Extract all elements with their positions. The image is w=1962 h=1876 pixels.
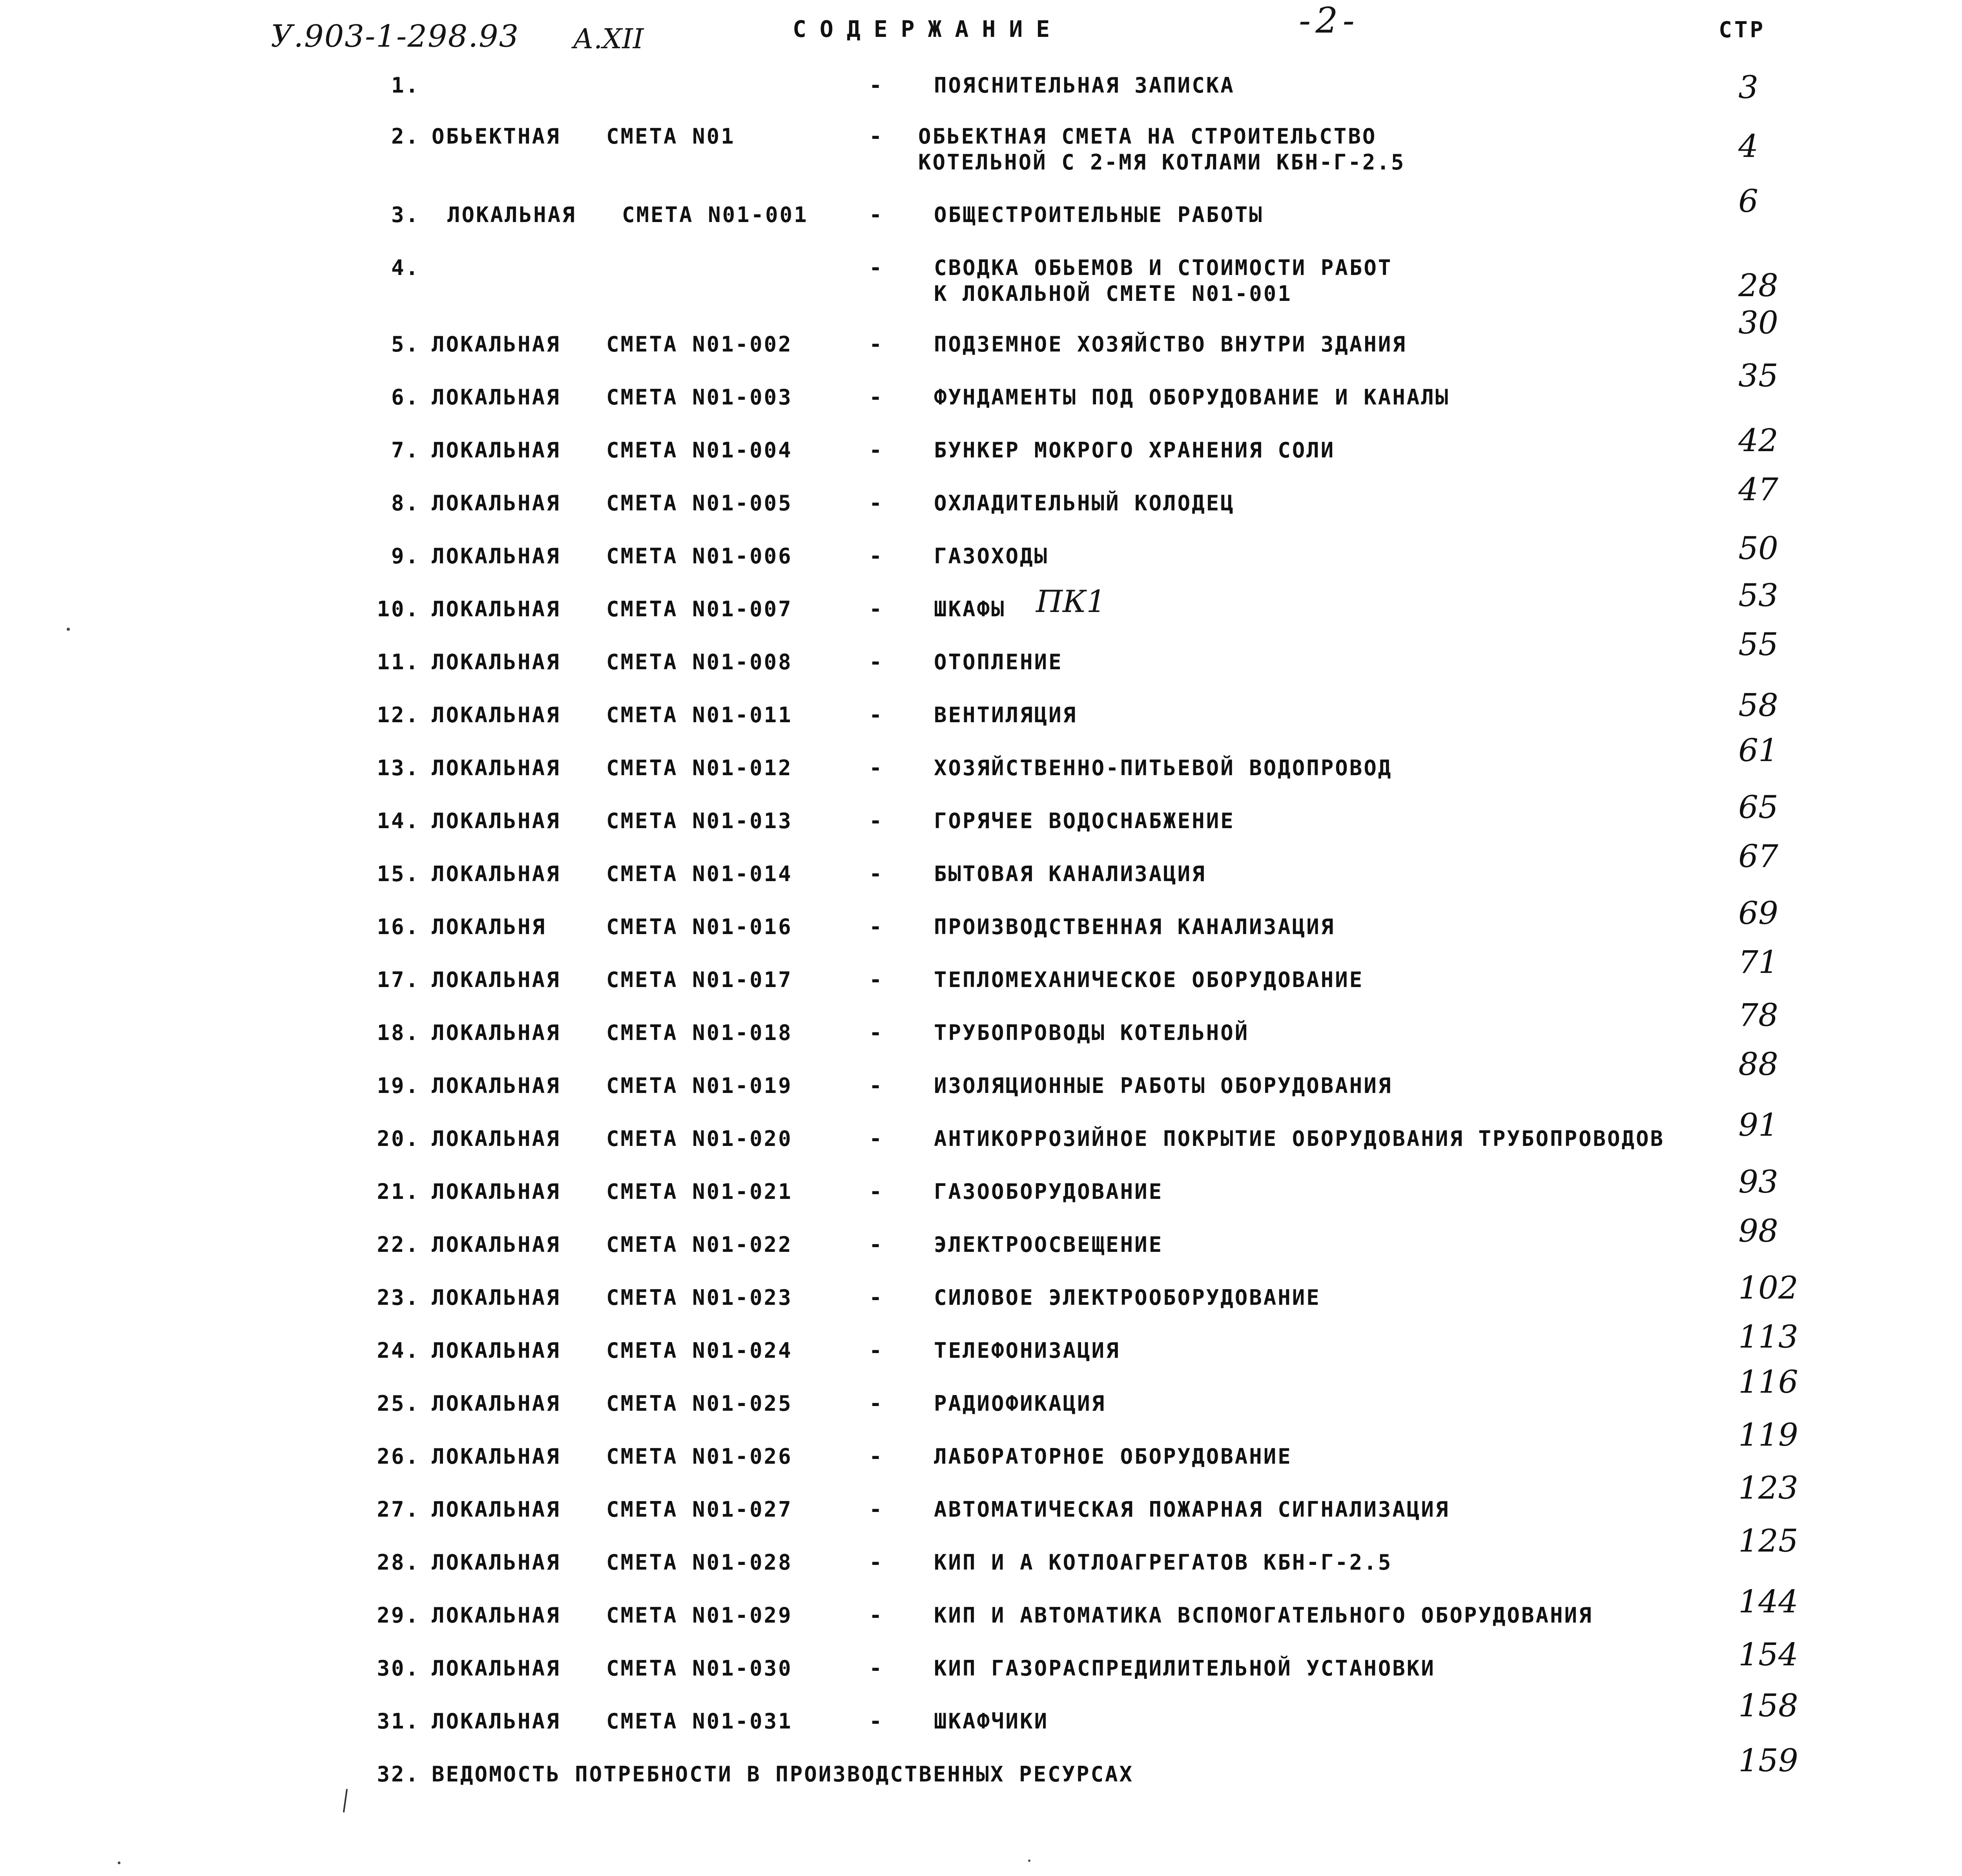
row-number: 14. [377,809,420,833]
page-ref: 159 [1738,1742,1798,1779]
row-number: 25. [377,1391,420,1416]
separator-dash: - [869,1656,884,1681]
table-row [0,1636,1962,1703]
estimate-type: ЛОКАЛЬНАЯ [432,332,561,357]
row-description: ГАЗООБОРУДОВАНИЕ [934,1179,1163,1204]
page-ref: 3 [1738,69,1758,106]
separator-dash: - [869,1126,884,1151]
row-number: 6. [391,385,420,410]
page-ref: 55 [1738,626,1778,663]
row-description: ПОЯСНИТЕЛЬНАЯ ЗАПИСКА [934,73,1235,98]
page-ref: 98 [1738,1213,1778,1249]
row-number: 1. [391,73,420,98]
row-number: 5. [391,332,420,357]
estimate-type: ЛОКАЛЬНАЯ [432,1232,561,1257]
row-number: 26. [377,1444,420,1469]
estimate-type: ЛОКАЛЬНАЯ [432,862,561,886]
table-row [0,997,1962,1067]
table-row [0,577,1962,643]
row-description: БУНКЕР МОКРОГО ХРАНЕНИЯ СОЛИ [934,438,1335,463]
page-ref: 28 [1738,267,1778,304]
estimate-code: СМЕТА N01-028 [606,1550,793,1575]
estimate-code: СМЕТА N01-007 [606,597,793,621]
estimate-type: ЛОКАЛЬНАЯ [432,1179,561,1204]
separator-dash: - [869,597,884,621]
row-description: ВЕНТИЛЯЦИЯ [934,703,1078,727]
table-row [0,1583,1962,1650]
row-number: 20. [377,1126,420,1151]
row-description: ШКАФЫ [934,597,1006,621]
page-ref: 78 [1738,997,1778,1033]
row-description: ХОЗЯЙСТВЕННО-ПИТЬЕВОЙ ВОДОПРОВОД [934,756,1393,780]
table-row [0,687,1962,749]
page-ref: 91 [1738,1107,1778,1143]
page-ref: 58 [1738,687,1778,723]
separator-dash: - [869,967,884,992]
estimate-code: СМЕТА N01-003 [606,385,793,410]
estimate-code: СМЕТА N01-012 [606,756,793,780]
estimate-type: ЛОКАЛЬНАЯ [432,703,561,727]
row-description: ГАЗОХОДЫ [934,544,1049,568]
table-row [0,1364,1962,1438]
page-ref: 69 [1738,895,1778,931]
separator-dash: - [869,1232,884,1257]
estimate-code: СМЕТА N01-027 [606,1497,793,1522]
table-row [0,1046,1962,1120]
row-number: 11. [377,650,420,674]
row-description: ЭЛЕКТРООСВЕЩЕНИЕ [934,1232,1163,1257]
page-ref: 42 [1738,422,1778,459]
row-number: 31. [377,1709,420,1734]
estimate-code: СМЕТА N01-025 [606,1391,793,1416]
table-row [0,838,1962,908]
page-ref: 144 [1738,1583,1798,1620]
document-code: У.903-1-298.93 [271,19,520,54]
table-row [0,530,1962,590]
separator-dash: - [869,124,884,149]
separator-dash: - [869,544,884,568]
separator-dash: - [869,1603,884,1628]
page-ref: 6 [1738,183,1758,219]
separator-dash: - [869,703,884,727]
row-description: БЫТОВАЯ КАНАЛИЗАЦИЯ [934,862,1206,886]
estimate-code: СМЕТА N01-002 [606,332,793,357]
row-number: 4. [391,255,420,280]
page-ref: 116 [1738,1364,1798,1400]
estimate-code: СМЕТА N01-017 [606,967,793,992]
table-row [0,944,1962,1014]
separator-dash: - [869,809,884,833]
row-description: РАДИОФИКАЦИЯ [934,1391,1106,1416]
page-ref: 30 [1738,304,1778,341]
table-row [0,1742,1962,1809]
handwritten-note: ПК1 [1036,584,1106,619]
separator-dash: - [869,1020,884,1045]
table-row [0,1107,1962,1173]
page-ref: 113 [1738,1319,1798,1355]
page-ref: 88 [1738,1046,1778,1082]
estimate-type: ЛОКАЛЬНАЯ [432,967,561,992]
estimate-code: СМЕТА N01-013 [606,809,793,833]
table-row [0,732,1962,802]
estimate-code: СМЕТА N01-026 [606,1444,793,1469]
separator-dash: - [869,862,884,886]
row-number: 10. [377,597,420,621]
separator-dash: - [869,1391,884,1416]
row-number: 9. [391,544,420,568]
table-row [0,304,1962,379]
row-number: 22. [377,1232,420,1257]
separator-dash: - [869,202,884,227]
estimate-type: ЛОКАЛЬНАЯ [432,1285,561,1310]
estimate-type: ЛОКАЛЬНАЯ [432,385,561,410]
estimate-code: СМЕТА N01-020 [606,1126,793,1151]
row-number: 30. [377,1656,420,1681]
separator-dash: - [869,1338,884,1363]
row-description: КИП И А КОТЛОАГРЕГАТОВ КБН-Г-2.5 [934,1550,1393,1575]
row-number: 32. [377,1762,420,1787]
row-description: ОХЛАДИТЕЛЬНЫЙ КОЛОДЕЦ [934,491,1235,515]
separator-dash: - [869,914,884,939]
estimate-code: СМЕТА N01-014 [606,862,793,886]
row-description: ФУНДАМЕНТЫ ПОД ОБОРУДОВАНИЕ И КАНАЛЫ [934,385,1450,410]
row-description: ТЕПЛОМЕХАНИЧЕСКОЕ ОБОРУДОВАНИЕ [934,967,1364,992]
estimate-code: СМЕТА N01 [606,124,735,149]
table-row [0,422,1962,484]
row-description: ГОРЯЧЕЕ ВОДОСНАБЖЕНИЕ [934,809,1235,833]
row-number: 15. [377,862,420,886]
estimate-code: СМЕТА N01-001 [622,202,808,227]
page-ref: 125 [1738,1523,1798,1559]
table-row [0,124,1962,175]
table-row [0,357,1962,432]
row-description: ШКАФЧИКИ [934,1709,1049,1734]
estimate-type: ЛОКАЛЬНАЯ [432,491,561,515]
estimate-type: ОБЬЕКТНАЯ [432,124,561,149]
row-number: 18. [377,1020,420,1045]
estimate-type: ЛОКАЛЬНАЯ [432,650,561,674]
separator-dash: - [869,491,884,515]
estimate-code: СМЕТА N01-011 [606,703,793,727]
page-title: СОДЕРЖАНИЕ [793,16,1063,42]
page-ref: 102 [1738,1269,1798,1306]
estimate-type: ЛОКАЛЬНАЯ [432,1603,561,1628]
separator-dash: - [869,1497,884,1522]
estimate-type: ЛОКАЛЬНАЯ [432,1550,561,1575]
estimate-type: ЛОКАЛЬНАЯ [432,1073,561,1098]
row-number: 13. [377,756,420,780]
separator-dash: - [869,385,884,410]
separator-dash: - [869,438,884,463]
row-number: 29. [377,1603,420,1628]
estimate-type: ЛОКАЛЬНАЯ [432,1656,561,1681]
sheet-designation: А.XII [573,23,644,55]
row-number: 19. [377,1073,420,1098]
separator-dash: - [869,332,884,357]
row-description: ОБЩЕСТРОИТЕЛЬНЫЕ РАБОТЫ [934,202,1264,227]
separator-dash: - [869,255,884,280]
table-row [0,1523,1962,1597]
table-row [0,1470,1962,1544]
page-ref: 154 [1738,1636,1798,1673]
page-ref: 67 [1738,838,1778,874]
estimate-type: ЛОКАЛЬНАЯ [432,1444,561,1469]
row-number: 23. [377,1285,420,1310]
table-row [0,1164,1962,1226]
estimate-type: ЛОКАЛЬНАЯ [432,1126,561,1151]
estimate-code: СМЕТА N01-030 [606,1656,793,1681]
estimate-type: ЛОКАЛЬНАЯ [432,1497,561,1522]
table-row [0,183,1962,249]
row-number: 7. [391,438,420,463]
page-ref: 65 [1738,789,1778,825]
row-description: ОТОПЛЕНИЕ [934,650,1063,674]
row-description: КИП И АВТОМАТИКА ВСПОМОГАТЕЛЬНОГО ОБОРУДОВАНИЯ [934,1603,1593,1628]
estimate-code: СМЕТА N01-031 [606,1709,793,1734]
scan-speck [118,1861,120,1864]
row-number: 17. [377,967,420,992]
separator-dash: - [869,756,884,780]
row-description: АВТОМАТИЧЕСКАЯ ПОЖАРНАЯ СИГНАЛИЗАЦИЯ [934,1497,1450,1522]
estimate-type: ЛОКАЛЬНАЯ [432,1391,561,1416]
estimate-type: ЛОКАЛЬНАЯ [432,438,561,463]
row-number: 8. [391,491,420,515]
row-description: ТРУБОПРОВОДЫ КОТЕЛЬНОЙ [934,1020,1249,1045]
page-number: -2- [1299,0,1360,41]
row-description: ТЕЛЕФОНИЗАЦИЯ [934,1338,1120,1363]
estimate-code: СМЕТА N01-006 [606,544,793,568]
estimate-code: СМЕТА N01-021 [606,1179,793,1204]
page-ref: 158 [1738,1687,1798,1724]
scan-speck [67,628,70,631]
row-description: АНТИКОРРОЗИЙНОЕ ПОКРЫТИЕ ОБОРУДОВАНИЯ ТРУБОПРОВОДОВ [934,1126,1665,1151]
page-ref: 119 [1738,1417,1798,1453]
row-number: 16. [377,914,420,939]
estimate-code: СМЕТА N01-004 [606,438,793,463]
table-row [0,1417,1962,1491]
estimate-type: ЛОКАЛЬНАЯ [432,1020,561,1045]
table-row [0,1687,1962,1756]
table-row [0,471,1962,537]
estimate-code: СМЕТА N01-008 [606,650,793,674]
separator-dash: - [869,1709,884,1734]
estimate-type: ЛОКАЛЬНАЯ [432,544,561,568]
separator-dash: - [869,1285,884,1310]
row-number: 27. [377,1497,420,1522]
page-ref: 123 [1738,1470,1798,1506]
estimate-type: ЛОКАЛЬНАЯ [432,1709,561,1734]
page-ref: 93 [1738,1164,1778,1200]
row-number: 2. [391,124,420,149]
table-row [0,69,1962,120]
estimate-type: ЛОКАЛЬНАЯ [432,597,561,621]
separator-dash: - [869,650,884,674]
separator-dash: - [869,1179,884,1204]
row-description: КИП ГАЗОРАСПРЕДИЛИТЕЛЬНОЙ УСТАНОВКИ [934,1656,1435,1681]
row-number: 3. [391,202,420,227]
row-number: 21. [377,1179,420,1204]
page-column-header: СТР [1719,17,1766,43]
row-description: ЛАБОРАТОРНОЕ ОБОРУДОВАНИЕ [934,1444,1292,1469]
page-ref: 47 [1738,471,1778,508]
page-ref: 71 [1738,944,1778,980]
table-row [0,626,1962,696]
table-row [0,789,1962,855]
row-description: ИЗОЛЯЦИОННЫЕ РАБОТЫ ОБОРУДОВАНИЯ [934,1073,1393,1098]
row-description-line2: К ЛОКАЛЬНОЙ СМЕТЕ N01-001 [934,281,1292,306]
row-number: 24. [377,1338,420,1363]
separator-dash: - [869,73,884,98]
row-description: ОБЬЕКТНАЯ СМЕТА НА СТРОИТЕЛЬСТВО [918,124,1377,149]
estimate-code: СМЕТА N01-005 [606,491,793,515]
estimate-code: СМЕТА N01-023 [606,1285,793,1310]
separator-dash: - [869,1444,884,1469]
estimate-code: СМЕТА N01-016 [606,914,793,939]
row-number: 12. [377,703,420,727]
table-row [0,255,1962,306]
estimate-type: ЛОКАЛЬНАЯ [432,756,561,780]
row-description-line2: КОТЕЛЬНОЙ С 2-МЯ КОТЛАМИ КБН-Г-2.5 [918,150,1406,175]
estimate-type: ЛОКАЛЬНЯ [432,914,547,939]
row-description: ВЕДОМОСТЬ ПОТРЕБНОСТИ В ПРОИЗВОДСТВЕННЫХ РЕСУРСАХ [432,1762,1134,1787]
estimate-type: ЛОКАЛЬНАЯ [432,1338,561,1363]
estimate-code: СМЕТА N01-029 [606,1603,793,1628]
page-ref: 35 [1738,357,1778,394]
separator-dash: - [869,1550,884,1575]
table-row [0,1213,1962,1279]
scan-speck [1028,1860,1030,1862]
estimate-code: СМЕТА N01-019 [606,1073,793,1098]
estimate-type: ЛОКАЛЬНАЯ [447,202,576,227]
estimate-code: СМЕТА N01-022 [606,1232,793,1257]
table-row [0,895,1962,961]
page-ref: 50 [1738,530,1778,566]
page-ref: 53 [1738,577,1778,614]
row-description: ПРОИЗВОДСТВЕННАЯ КАНАЛИЗАЦИЯ [934,914,1335,939]
row-description: ПОДЗЕМНОЕ ХОЗЯЙСТВО ВНУТРИ ЗДАНИЯ [934,332,1407,357]
page-ref: 61 [1738,732,1778,769]
estimate-code: СМЕТА N01-018 [606,1020,793,1045]
separator-dash: - [869,1073,884,1098]
row-number: 28. [377,1550,420,1575]
row-description: СИЛОВОЕ ЭЛЕКТРООБОРУДОВАНИЕ [934,1285,1321,1310]
row-description: СВОДКА ОБЬЕМОВ И СТОИМОСТИ РАБОТ [934,255,1393,280]
table-row [0,1319,1962,1385]
estimate-code: СМЕТА N01-024 [606,1338,793,1363]
page-ref: 4 [1738,128,1758,164]
table-row [0,1269,1962,1332]
estimate-type: ЛОКАЛЬНАЯ [432,809,561,833]
